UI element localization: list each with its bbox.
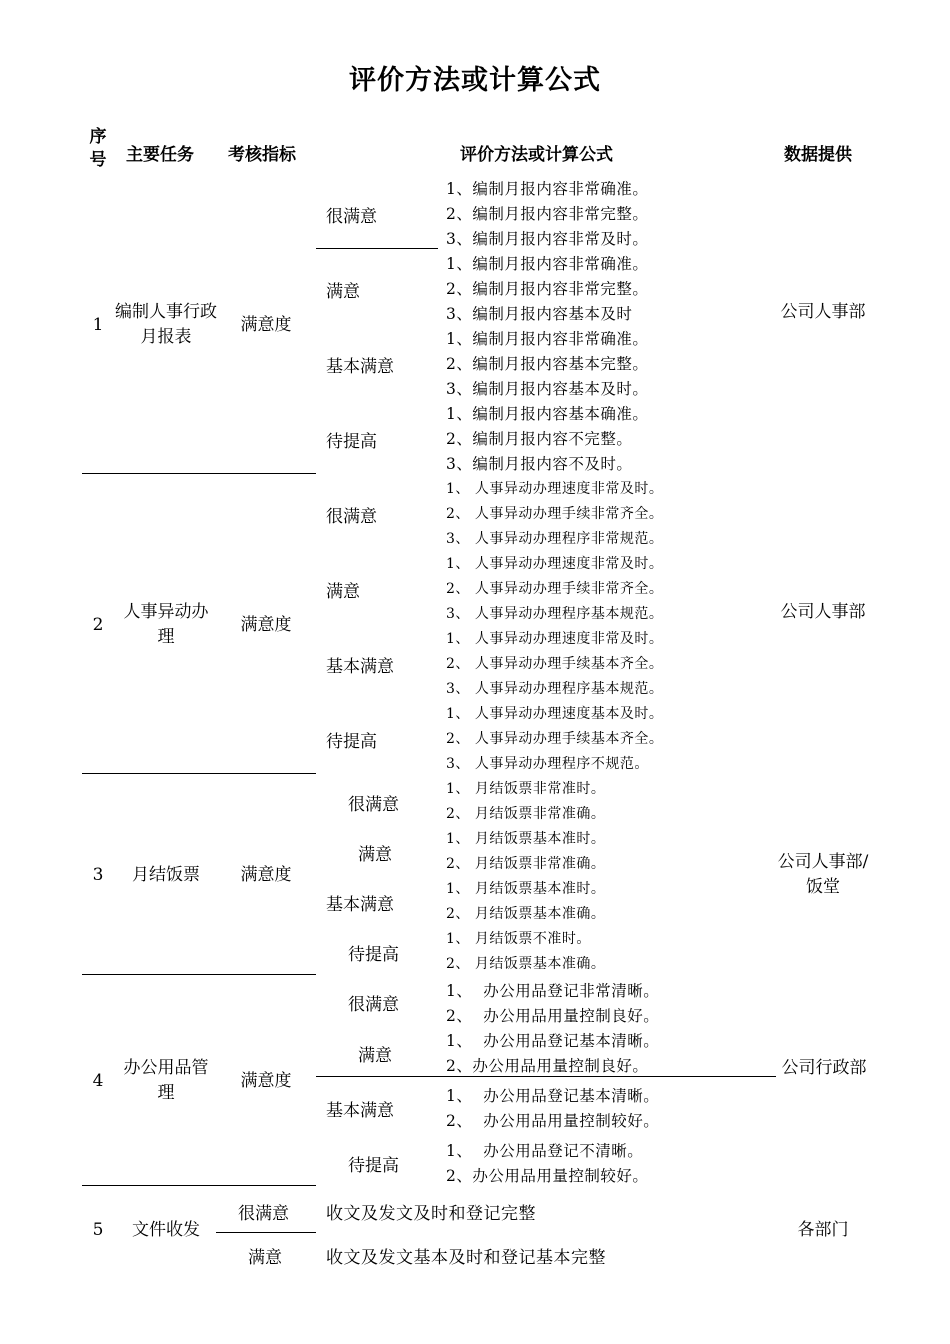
row-3-line: 1、 月结饭票基本准时。	[446, 881, 606, 897]
row-4-line: 2、办公用品用量控制较好。	[446, 1167, 649, 1185]
row-1-line: 3、编制月报内容基本及时。	[446, 380, 649, 398]
row-2-line: 1、 人事异动办理速度非常及时。	[446, 556, 664, 572]
row-5-grade-1: 很满意	[238, 1204, 289, 1224]
row-4-line: 1、 办公用品登记基本清晰。	[446, 1032, 660, 1050]
row-2-line: 2、 人事异动办理手续非常齐全。	[446, 506, 664, 522]
row-2-line: 3、 人事异动办理程序基本规范。	[446, 606, 664, 622]
row-1-grade-1: 很满意	[326, 207, 377, 227]
row-1-line: 1、编制月报内容非常确准。	[446, 180, 649, 198]
row-1-line: 2、编制月报内容基本完整。	[446, 355, 649, 373]
row-1-grade-4: 待提高	[326, 432, 377, 452]
header-seq: 序号	[89, 127, 107, 170]
row-1-grade-3: 基本满意	[326, 357, 394, 377]
row-1-line: 2、编制月报内容不完整。	[446, 430, 633, 448]
row-1-grade-2: 满意	[326, 282, 360, 302]
row-divider	[82, 773, 316, 774]
row-1-line: 1、编制月报内容基本确准。	[446, 405, 649, 423]
row-2-line: 2、 人事异动办理手续基本齐全。	[446, 656, 664, 672]
row-2-line: 2、 人事异动办理手续基本齐全。	[446, 731, 664, 747]
row-2-line: 1、 人事异动办理速度非常及时。	[446, 481, 664, 497]
row-3-indicator: 满意度	[240, 865, 292, 885]
divider-line	[216, 1232, 316, 1233]
row-2-seq: 2	[92, 615, 104, 635]
row-divider	[82, 974, 316, 975]
row-3-grade-4: 待提高	[348, 945, 399, 965]
row-2-line: 1、 人事异动办理速度非常及时。	[446, 631, 664, 647]
row-1-line: 1、编制月报内容非常确准。	[446, 255, 649, 273]
row-5-task: 文件收发	[132, 1220, 200, 1240]
row-4-grade-1: 很满意	[348, 995, 399, 1015]
row-3-task: 月结饭票	[132, 865, 200, 885]
row-4-line: 1、 办公用品登记不清晰。	[446, 1142, 644, 1160]
row-5-seq: 5	[92, 1220, 104, 1240]
row-4-line: 1、 办公用品登记非常清晰。	[446, 982, 660, 1000]
row-2-grade-1: 很满意	[326, 507, 377, 527]
row-4-indicator: 满意度	[240, 1071, 292, 1091]
row-5-line: 收文及发文基本及时和登记基本完整	[326, 1248, 606, 1268]
row-2-source: 公司人事部	[780, 602, 866, 622]
row-3-grade-2: 满意	[358, 845, 392, 865]
row-3-line: 2、 月结饭票基本准确。	[446, 956, 606, 972]
header-task: 主要任务	[126, 145, 194, 165]
row-2-grade-4: 待提高	[326, 732, 377, 752]
row-1-line: 3、编制月报内容不及时。	[446, 455, 633, 473]
row-2-line: 1、 人事异动办理速度基本及时。	[446, 706, 664, 722]
row-2-indicator: 满意度	[240, 615, 292, 635]
page-title: 评价方法或计算公式	[349, 65, 601, 96]
row-1-line: 2、编制月报内容非常完整。	[446, 205, 649, 223]
row-5-grade-2: 满意	[248, 1248, 282, 1268]
row-3-line: 2、 月结饭票基本准确。	[446, 906, 606, 922]
header-indicator: 考核指标	[228, 145, 296, 165]
row-1-indicator: 满意度	[240, 315, 292, 335]
row-4-seq: 4	[92, 1071, 104, 1091]
row-2-grade-2: 满意	[326, 582, 360, 602]
header-method: 评价方法或计算公式	[460, 145, 613, 165]
row-1-task: 编制人事行政月报表	[115, 302, 217, 347]
divider-line	[316, 248, 438, 249]
row-4-line: 2、 办公用品用量控制良好。	[446, 1007, 660, 1025]
row-4-source: 公司行政部	[781, 1058, 867, 1078]
divider-line	[316, 1076, 776, 1077]
row-divider	[82, 473, 316, 474]
row-3-line: 1、 月结饭票不准时。	[446, 931, 591, 947]
row-1-line: 2、编制月报内容非常完整。	[446, 280, 649, 298]
row-1-line: 3、编制月报内容非常及时。	[446, 230, 649, 248]
row-divider	[82, 1185, 316, 1186]
row-3-grade-1: 很满意	[348, 795, 399, 815]
row-4-line: 2、 办公用品用量控制较好。	[446, 1112, 660, 1130]
row-2-line: 3、 人事异动办理程序不规范。	[446, 756, 649, 772]
row-2-line: 3、 人事异动办理程序基本规范。	[446, 681, 664, 697]
row-4-grade-3: 基本满意	[326, 1101, 394, 1121]
header-source: 数据提供	[784, 145, 852, 165]
row-4-line: 2、办公用品用量控制良好。	[446, 1057, 649, 1075]
row-1-line: 3、编制月报内容基本及时	[446, 305, 633, 323]
row-3-line: 1、 月结饭票基本准时。	[446, 831, 606, 847]
row-3-line: 2、 月结饭票非常准确。	[446, 856, 606, 872]
row-5-source: 各部门	[797, 1220, 849, 1240]
row-3-line: 1、 月结饭票非常准时。	[446, 781, 606, 797]
row-2-grade-3: 基本满意	[326, 657, 394, 677]
row-4-line: 1、 办公用品登记基本清晰。	[446, 1087, 660, 1105]
row-2-line: 3、 人事异动办理程序非常规范。	[446, 531, 664, 547]
row-4-task: 办公用品管理	[123, 1058, 209, 1103]
row-4-grade-4: 待提高	[348, 1156, 399, 1176]
row-1-source: 公司人事部	[780, 302, 866, 322]
row-3-grade-3: 基本满意	[326, 895, 394, 915]
row-3-line: 2、 月结饭票非常准确。	[446, 806, 606, 822]
row-4-grade-2: 满意	[358, 1046, 392, 1066]
row-3-source: 公司人事部/饭堂	[777, 852, 869, 897]
row-1-line: 1、编制月报内容非常确准。	[446, 330, 649, 348]
row-1-seq: 1	[92, 315, 104, 335]
row-5-line: 收文及发文及时和登记完整	[326, 1204, 536, 1224]
row-2-line: 2、 人事异动办理手续非常齐全。	[446, 581, 664, 597]
row-2-task: 人事异动办理	[123, 602, 209, 647]
row-3-seq: 3	[92, 865, 104, 885]
